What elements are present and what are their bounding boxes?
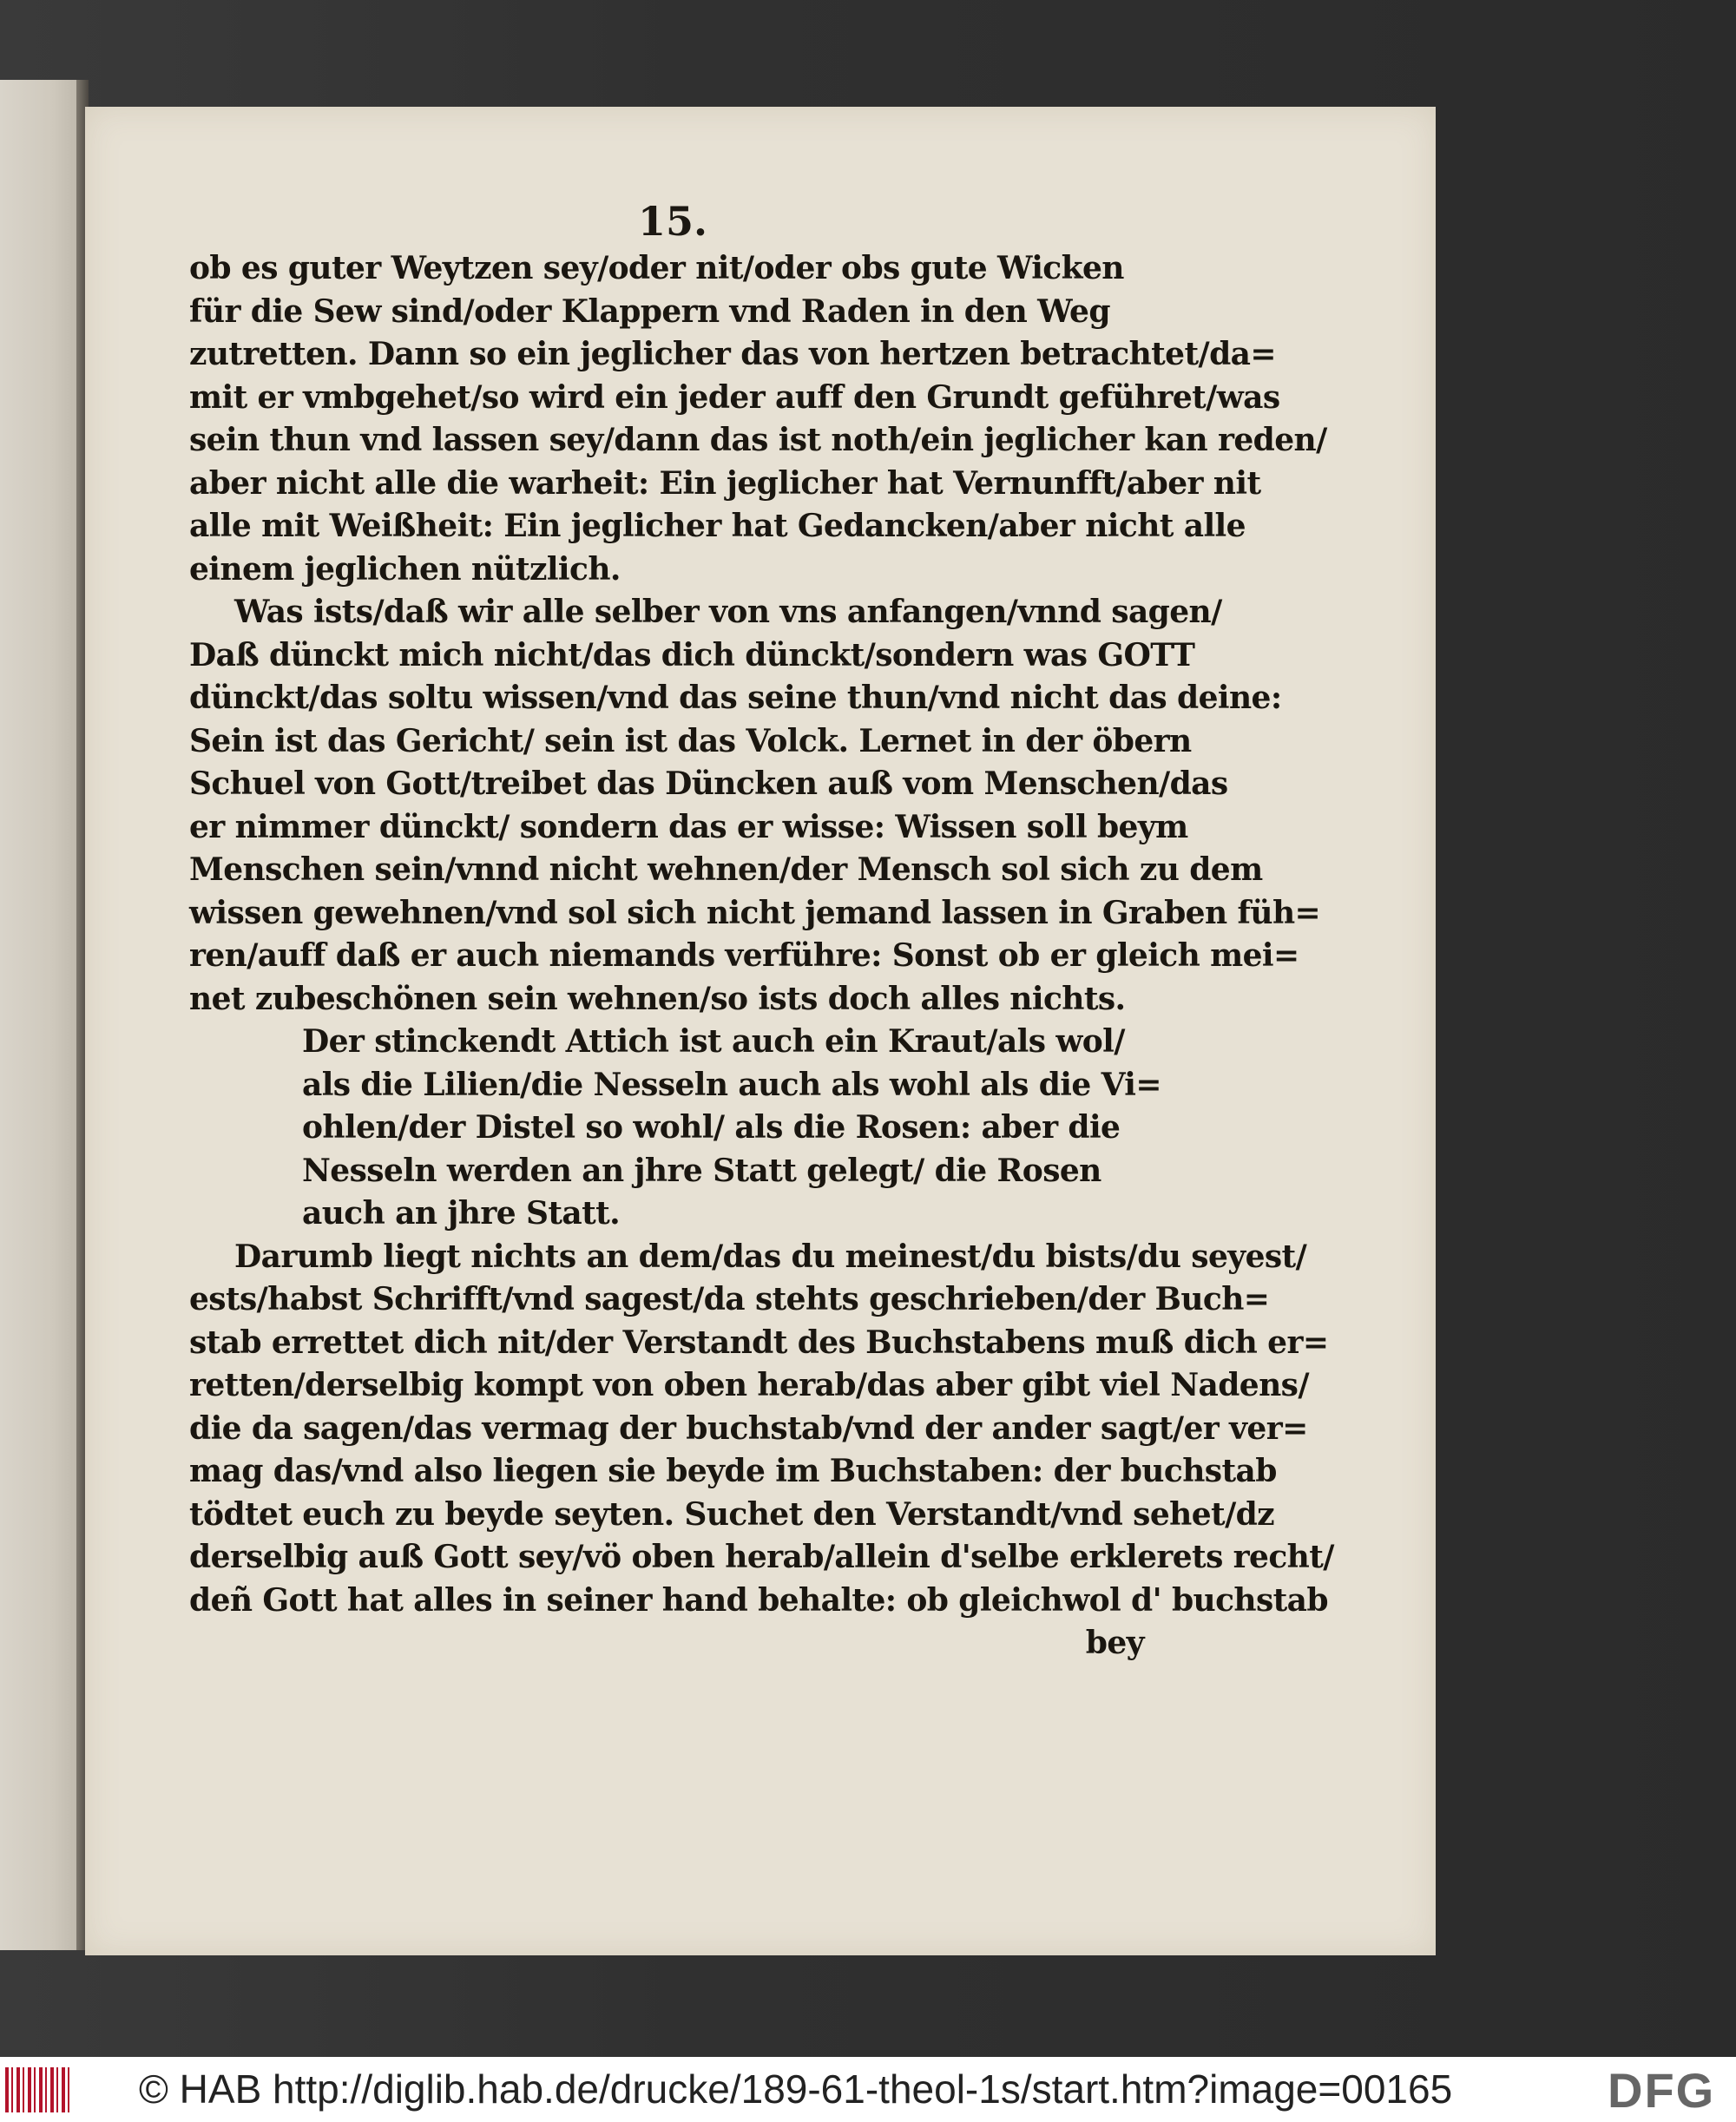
text-line: er nimmer dünckt/ sondern das er wisse: Wissen soll beym bbox=[189, 808, 1188, 845]
text-line: retten/derselbig kompt von oben herab/das aber gibt viel Nadens/ bbox=[189, 1367, 1309, 1403]
text-line: aber nicht alle die warheit: Ein jeglicher hat Vernunfft/aber nit bbox=[189, 464, 1261, 502]
footer-bar bbox=[0, 2057, 1736, 2122]
page-text bbox=[189, 247, 1334, 1665]
barcode-icon bbox=[5, 2067, 71, 2112]
text-line: derselbig auß Gott sey/vö oben herab/allein d'selbe erklerets recht/ bbox=[189, 1539, 1334, 1575]
text-line: zutretten. Dann so ein jeglicher das von hertzen betrachtet/da= bbox=[189, 336, 1276, 372]
text-line: alle mit Weißheit: Ein jeglicher hat Gedancken/aber nicht alle bbox=[189, 508, 1246, 544]
facing-page-edge bbox=[0, 80, 87, 1950]
copyright-link[interactable]: © HAB http://diglib.hab.de/drucke/189-61-theol-1s/start.htm?image=00165 bbox=[139, 2066, 1453, 2112]
text-line: mag das/vnd also liegen sie beyde im Buchstaben: der buchstab bbox=[189, 1453, 1277, 1489]
page-number: 15. bbox=[638, 198, 708, 245]
text-line: stab errettet dich nit/der Verstandt des Buchstabens muß dich er= bbox=[189, 1324, 1329, 1361]
text-line: deñ Gott hat alles in seiner hand behalte: ob gleichwol d' buchstab bbox=[189, 1581, 1328, 1619]
quote-line: Der stinckendt Attich ist auch ein Kraut/als wol/ bbox=[302, 1023, 1125, 1060]
text-line: net zubeschönen sein wehnen/so ists doch alles nichts. bbox=[189, 980, 1126, 1017]
text-line: ren/auff daß er auch niemands verführe: Sonst ob er gleich mei= bbox=[189, 937, 1299, 974]
text-line: für die Sew sind/oder Klappern vnd Raden in den Weg bbox=[189, 292, 1110, 330]
quote-line: als die Lilien/die Nesseln auch als wohl als die Vi= bbox=[302, 1066, 1161, 1103]
text-line: einem jeglichen nützlich. bbox=[189, 550, 621, 588]
text-line: Schuel von Gott/treibet das Düncken auß vom Menschen/das bbox=[189, 765, 1228, 802]
text-line: Menschen sein/vnnd nicht wehnen/der Mensch sol sich zu dem bbox=[189, 851, 1263, 888]
quote-line: ohlen/der Distel so wohl/ als die Rosen: aber die bbox=[302, 1109, 1121, 1146]
text-line: Daß dünckt mich nicht/das dich dünckt/sondern was GOTT bbox=[189, 636, 1195, 673]
quote-line: Nesseln werden an jhre Statt gelegt/ die Rosen bbox=[302, 1152, 1101, 1189]
text-line: mit er vmbgehet/so wird ein jeder auff den Grundt geführet/was bbox=[189, 378, 1280, 416]
catchword: bey bbox=[1085, 1625, 1144, 1661]
text-line: dünckt/das soltu wissen/vnd das seine thun/vnd nicht das deine: bbox=[189, 680, 1282, 716]
text-line: ests/habst Schrifft/vnd sagest/da stehts geschrieben/der Buch= bbox=[189, 1281, 1270, 1317]
text-line: ob es guter Weytzen sey/oder nit/oder obs gute Wicken bbox=[189, 250, 1124, 286]
text-line: Darumb liegt nichts an dem/das du meinest/du bists/du seyest/ bbox=[234, 1238, 1307, 1275]
text-line: wissen gewehnen/vnd sol sich nicht jemand lassen in Graben füh= bbox=[189, 894, 1321, 931]
text-line: Sein ist das Gericht/ sein ist das Volck. Lernet in der öbern bbox=[189, 722, 1192, 759]
text-line: sein thun vnd lassen sey/dann das ist noth/ein jeglicher kan reden/ bbox=[189, 422, 1327, 458]
quote-line: auch an jhre Statt. bbox=[302, 1195, 621, 1232]
dfg-logo: DFG bbox=[1608, 2063, 1716, 2118]
text-line: die da sagen/das vermag der buchstab/vnd der ander sagt/er ver= bbox=[189, 1409, 1308, 1447]
text-line: Was ists/daß wir alle selber von vns anfangen/vnnd sagen/ bbox=[234, 594, 1222, 630]
text-line: tödtet euch zu beyde seyten. Suchet den Verstandt/vnd sehet/dz bbox=[189, 1495, 1275, 1533]
